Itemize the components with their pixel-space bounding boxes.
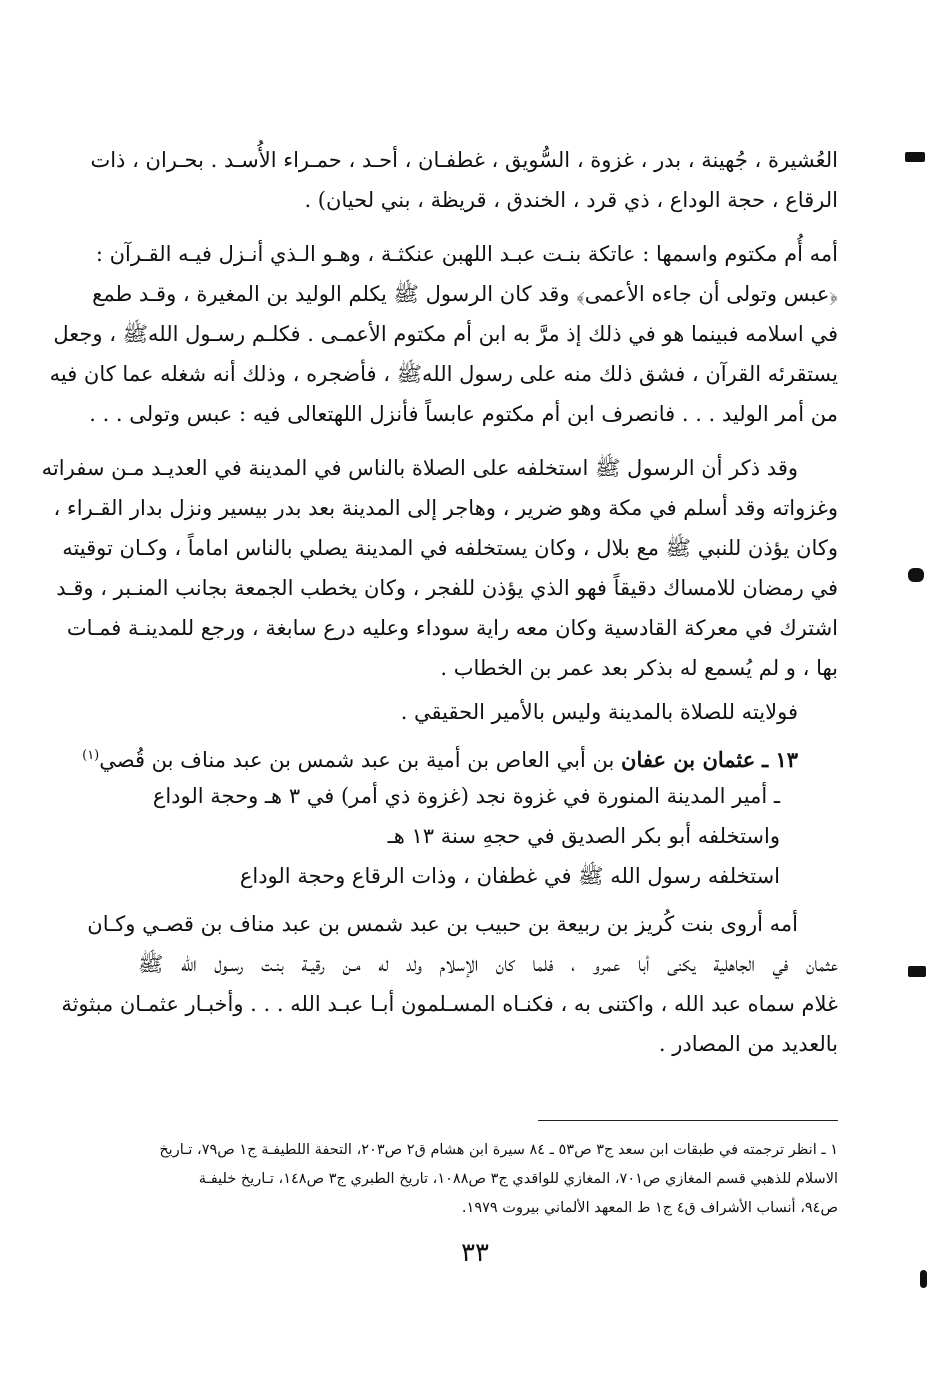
list-item: استخلفه رسول الله ﷺ في غطفان ، وذات الرقاع وحجة الوداع	[239, 864, 780, 888]
text-line: من أمر الوليد . . . فانصرف ابن أم مكتوم عابساً فأنزل اللهتعالى فيه : عبس وتولى . . .	[89, 402, 838, 426]
text-line: أمه أُم مكتوم واسمها : عاتكة بنـت عبـد اللهبن عنكثـة ، وهـو الـذي أنـزل فيـه القـرآن :	[95, 242, 838, 266]
text-line: في اسلامه فبينما هو في ذلك إذ مرَّ به ابن أم مكتوم الأعمـى . فكلـم رسـول اللهﷺ ، وجعل	[53, 322, 838, 346]
text-line: في رمضان للامساك دقيقاً فهو الذي يؤذن للفجر ، وكان يخطب الجمعة بجانب المنـبر ، وقـد	[56, 576, 838, 600]
list-item: واستخلفه أبو بكر الصديق في حجهِ سنة ١٣ هـ	[387, 824, 780, 848]
text-line: الرقاع ، حجة الوداع ، ذي قرد ، الخندق ، قريظة ، بني لحيان) .	[304, 188, 838, 212]
main-text	[41, 140, 838, 1064]
text-line: فولايته للصلاة بالمدينة وليس بالأمير الحقيقي .	[400, 700, 798, 724]
page-number: ٣٣	[461, 1238, 489, 1268]
text-line: العُشيرة ، جُهينة ، بدر ، غزوة ، السُّويق ، غطفـان ، أحـد ، حمـراء الأُسـد . بحـران ، ذات	[90, 148, 838, 172]
entry-name: عثمان بن عفان	[621, 747, 756, 772]
text-line: يستقرئه القرآن ، فشق ذلك منه على رسول اللهﷺ ، فأضجره ، وذلك أنه شغله عما كان فيه	[49, 362, 838, 386]
footnote-line: ص٩٤، أنساب الأشراف ق٤ ج١ ط المعهد الألماني بيروت ١٩٧٩.	[461, 1200, 838, 1216]
margin-mark-lower	[908, 966, 926, 977]
text-line: وغزواته وقد أسلم في مكة وهو ضرير ، وهاجر إلى المدينة بعد بدر بيسير ونزل بدار القـراء ،	[53, 496, 838, 520]
footnote-ref: (١)	[82, 748, 100, 763]
text-line: أمه أروى بنت كُريز بن ربيعة بن حبيب بن عبد شمس بن عبد مناف بن قصـي وكـان	[87, 912, 798, 936]
text-line: وقد ذكر أن الرسول ﷺ استخلفه على الصلاة بالناس في المدينة في العديـد مـن سفراته	[41, 456, 798, 480]
text-line: بها ، و لم يُسمع له بذكر بعد عمر بن الخطاب .	[440, 656, 838, 680]
entry-heading	[82, 736, 838, 776]
text-line: بالعديد من المصادر .	[658, 1032, 838, 1056]
footnote-line: ١ ـ انظر ترجمته في طبقات ابن سعد ج٣ ص٥٣ ـ ٨٤ سيرة ابن هشام ق٢ ص٢٠٣، التحفة اللطيفـة ج١ ص٧٩، تـاريخ	[159, 1142, 838, 1158]
margin-mark-middle	[908, 568, 924, 582]
text-line: عثمان في الجاهلية يكنى أبا عمرو ، فلما كان الإسلام ولد له مـن رقيـة بنـت رسـول الله ﷺ	[138, 952, 838, 976]
footnote	[138, 1136, 838, 1223]
list-item: ـ أمير المدينة المنورة في غزوة نجد (غزوة ذي أمر) في ٣ هـ وحجة الوداع	[152, 784, 780, 808]
footnote-separator	[538, 1120, 838, 1121]
text-line: اشترك في معركة القادسية وكان معه راية سوداء وعليه درع سابغة ، ورجع للمدينـة فمـات	[66, 616, 838, 640]
entry-lineage: بن أبي العاص بن أمية بن عبد شمس بن عبد مناف بن قُصي	[99, 748, 615, 772]
entry-number: ١٣ ـ	[761, 747, 798, 772]
margin-mark-bottom	[920, 1270, 927, 1288]
footnote-line: الاسلام للذهبي قسم المغازي ص٧٠١، المغازي للواقدي ج٣ ص١٠٨٨، تاريخ الطبري ج٣ ص١٤٨، تـاريخ خليفـة	[198, 1171, 838, 1187]
text-line: ﴿عبس وتولى أن جاءه الأعمى﴾ وقد كان الرسول ﷺ يكلم الوليد بن المغيرة ، وقـد طمع	[92, 282, 838, 306]
text-line: غلام سماه عبد الله ، واكتنى به ، فكنـاه المسـلمون أبـا عبـد الله . . . وأخبـار عثمـان مبثوثة	[61, 992, 838, 1016]
margin-mark-top	[905, 152, 925, 162]
text-line: وكان يؤذن للنبي ﷺ مع بلال ، وكان يستخلفه في المدينة يصلي بالناس اماماً ، وكـان توقيته	[62, 536, 838, 560]
